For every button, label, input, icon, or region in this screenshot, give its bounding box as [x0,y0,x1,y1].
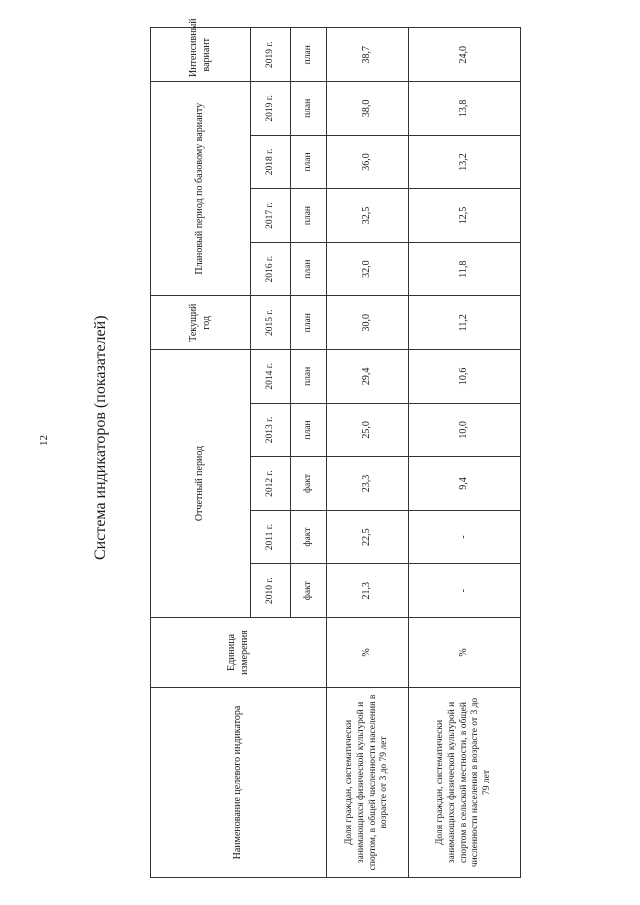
table-row [327,28,409,878]
value-cell: 38,7 [327,28,409,82]
kind-header: план [291,350,327,404]
year-header: 2012 г. [251,457,291,511]
value-cell: 24,0 [409,28,521,82]
value-cell: 13,8 [409,82,521,136]
indicators-table-wrapper [150,18,520,878]
kind-header: план [291,403,327,457]
value-cell: 29,4 [327,350,409,404]
header-current-year: Текущий год [151,296,251,350]
header-unit: Единица измерения [151,618,327,688]
year-header: 2010 г. [251,564,291,618]
unit-cell: % [327,618,409,688]
value-cell: 11,8 [409,242,521,296]
value-cell: - [409,510,521,564]
page-number: 12 [38,435,50,446]
indicators-table [150,18,521,878]
value-cell: 10,0 [409,403,521,457]
kind-header: план [291,28,327,82]
year-header: 2019 г. [251,28,291,82]
year-header: 2013 г. [251,403,291,457]
kind-header: план [291,296,327,350]
year-header: 2014 г. [251,350,291,404]
indicator-name-cell: Доля граждан, систематически занимающихся физической культурой и спортом, в общей численности населения в возрасте от 3 до 79 лет [327,688,409,878]
value-cell: 11,2 [409,296,521,350]
value-cell: - [409,564,521,618]
unit-cell: % [409,618,521,688]
value-cell: 10,6 [409,350,521,404]
year-header: 2017 г. [251,189,291,243]
value-cell: 13,2 [409,135,521,189]
header-reporting-period: Отчетный период [151,350,251,618]
kind-header: план [291,189,327,243]
table-row [409,28,521,878]
value-cell: 30,0 [327,296,409,350]
value-cell: 32,0 [327,242,409,296]
kind-header: факт [291,564,327,618]
value-cell: 21,3 [327,564,409,618]
value-cell: 22,5 [327,510,409,564]
kind-header: план [291,135,327,189]
year-header: 2019 г. [251,82,291,136]
value-cell: 12,5 [409,189,521,243]
kind-header: план [291,82,327,136]
page-title: Система индикаторов (показателей) [92,315,109,560]
year-header: 2011 г. [251,510,291,564]
value-cell: 36,0 [327,135,409,189]
value-cell: 23,3 [327,457,409,511]
year-header: 2015 г. [251,296,291,350]
value-cell: 32,5 [327,189,409,243]
indicator-name-cell: Доля граждан, систематически занимающихся физической культурой и спортом в сельской местности, в общей численности населения в возрасте от 3 до 79 лет [409,688,521,878]
value-cell: 9,4 [409,457,521,511]
header-indicator-name: Наименование целевого индикатора [151,688,327,878]
year-header: 2018 г. [251,135,291,189]
kind-header: факт [291,510,327,564]
value-cell: 38,0 [327,82,409,136]
kind-header: план [291,242,327,296]
header-planning-period: Плановый период по базовому варианту [151,82,251,296]
header-intensive-variant: Интенсивный вариант [151,28,251,82]
value-cell: 25,0 [327,403,409,457]
kind-header: факт [291,457,327,511]
year-header: 2016 г. [251,242,291,296]
